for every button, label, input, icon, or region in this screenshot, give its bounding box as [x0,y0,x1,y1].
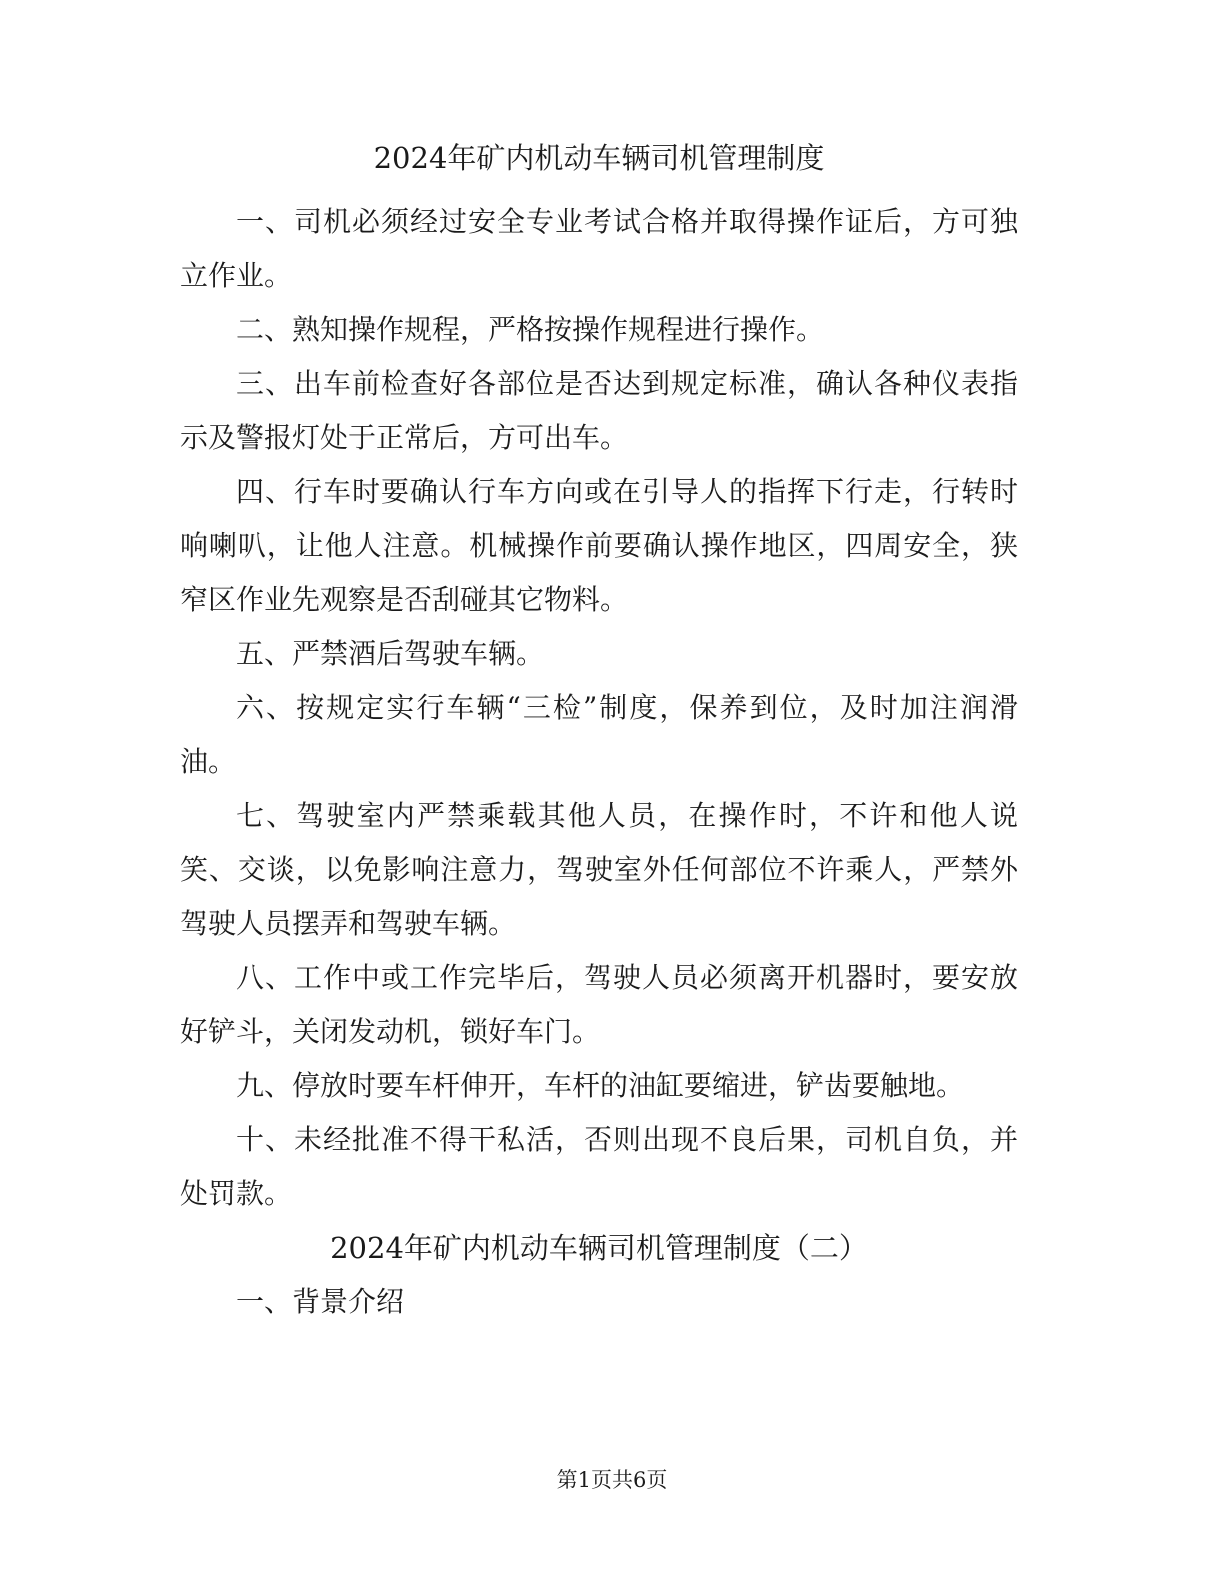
rule-paragraph-10: 十、未经批准不得干私活，否则出现不良后果，司机自负，并处罚款。 [180,1123,1018,1210]
section2-paragraph-1: 一、背景介绍 [236,1285,405,1318]
page-footer: 第1页共6页 [556,1468,668,1492]
document-content [180,131,1018,1329]
section2-title: 2024年矿内机动车辆司机管理制度（二） [330,1231,868,1265]
rule-paragraph-9: 九、停放时要车杆伸开，车杆的油缸要缩进，铲齿要触地。 [236,1069,965,1102]
rule-paragraph-3: 三、出车前检查好各部位是否达到规定标准，确认各种仪表指示及警报灯处于正常后，方可出车。 [180,367,1018,454]
rule-paragraph-6: 六、按规定实行车辆“三检”制度，保养到位，及时加注润滑油。 [180,691,1018,778]
rule-paragraph-5: 五、严禁酒后驾驶车辆。 [236,637,545,670]
rule-paragraph-1: 一、司机必须经过安全专业考试合格并取得操作证后，方可独立作业。 [180,205,1018,292]
rule-paragraph-4: 四、行车时要确认行车方向或在引导人的指挥下行走，行转时响喇叭，让他人注意。机械操作前要确认操作地区，四周安全，狭窄区作业先观察是否刮碰其它物料。 [180,475,1018,616]
rule-paragraph-2: 二、熟知操作规程，严格按操作规程进行操作。 [236,313,825,346]
document-title: 2024年矿内机动车辆司机管理制度 [373,141,825,175]
rule-paragraph-7: 七、驾驶室内严禁乘载其他人员，在操作时，不许和他人说笑、交谈，以免影响注意力，驾驶室外任何部位不许乘人，严禁外驾驶人员摆弄和驾驶车辆。 [180,799,1018,940]
rule-paragraph-8: 八、工作中或工作完毕后，驾驶人员必须离开机器时，要安放好铲斗，关闭发动机，锁好车门。 [180,961,1018,1048]
